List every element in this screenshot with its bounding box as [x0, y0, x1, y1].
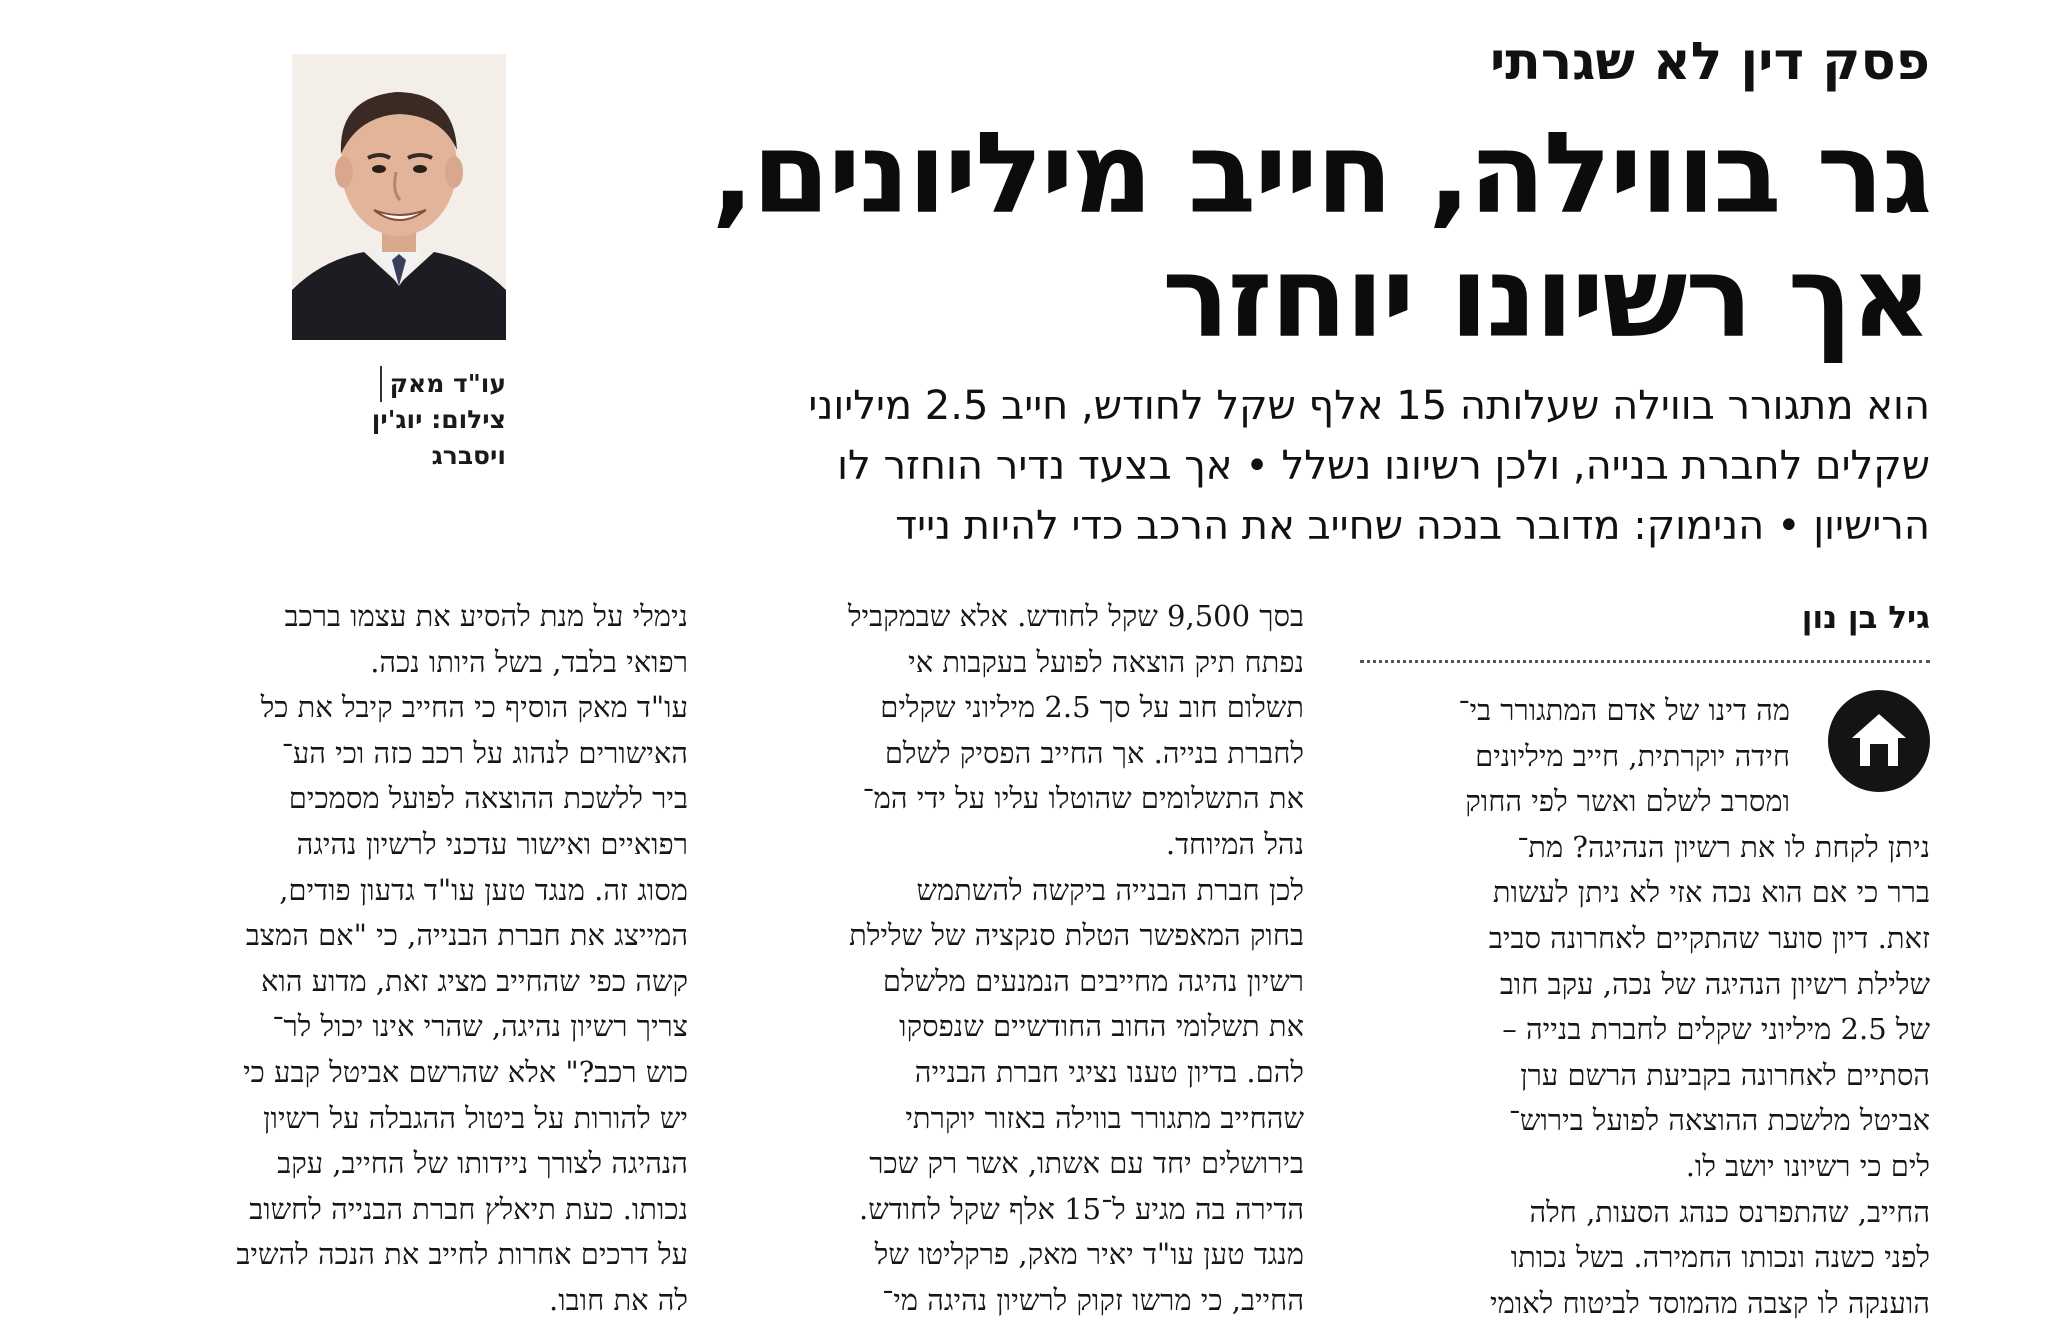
column-text-line: הוענקה לו קצבה מהמוסד לביטוח לאומי [1490, 1285, 1930, 1320]
column-text-line: כוש רכב?" אלא שהרשם אביטל קבע כי [243, 1054, 688, 1089]
column-text-line: החייב, שהתפרנס כנהג הסעות, חלה [1529, 1194, 1930, 1229]
article-column-3 [108, 594, 688, 1324]
column-text-line: של 2.5 מיליוני שקלים לחברת בנייה – [1502, 1012, 1930, 1047]
caption-name: עו"ד מאק [380, 366, 506, 402]
article-column-2 [724, 594, 1304, 1324]
column-text-line: ביר ללשכת ההוצאה לפועל מסמכים [288, 781, 688, 816]
column-text-line: רפואי בלבד, בשל היותו נכה. [370, 644, 688, 679]
column-text-line: יש להורות על ביטול ההגבלה על רשיון [263, 1100, 688, 1135]
portrait-image [292, 54, 506, 340]
subtitle-line: הוא מתגורר בווילה שעלותה 15 אלף שקל לחודש, חייב 2.5 מיליוני [808, 383, 1930, 429]
column-text-line: על דרכים אחרות לחייב את הנכה להשיב [236, 1237, 688, 1272]
column-text-line: בירושלים יחד עם אשתו, אשר רק שכר [869, 1146, 1304, 1181]
column-text-line: לחברת בנייה. אך החייב הפסיק לשלם [884, 735, 1304, 770]
column-text-line: את התשלומים שהוטלו עליו על ידי המ־ [862, 781, 1304, 816]
column-text-line: לכן חברת הבנייה ביקשה להשתמש [916, 872, 1304, 907]
caption-credit-line: צילום: יוג'ין [371, 405, 506, 434]
column-text-line: את תשלומי החוב החודשיים שנפסקו [899, 1009, 1304, 1044]
column-text-line: נכותו. כעת תיאלץ חברת הבנייה לחשוב [249, 1191, 688, 1226]
column-text-line: מסוג זה. מנגד טען עו"ד גדעון פודים, [279, 872, 688, 907]
column-text-line: בסך 9,500 שקל לחודש. אלא שבמקביל [847, 599, 1304, 633]
column-text-line: החייב, כי מרשו זקוק לרשיון נהיגה מי־ [882, 1282, 1304, 1317]
column-text-line: לים כי רשיונו יושב לו. [1685, 1148, 1930, 1183]
author-photo [292, 54, 506, 340]
column-text-line: מה דינו של אדם המתגורר בי־ [1458, 693, 1790, 727]
column-text-line: רשיון נהיגה מחייבים הנמנעים מלשלם [882, 963, 1304, 998]
column-text-line: הנהיגה לצורך ניידותו של החייב, עקב [277, 1146, 688, 1181]
column-text-line: מנגד טען עו"ד יאיר מאק, פרקליטו של [874, 1237, 1304, 1272]
column-text-line: צריך רשיון נהיגה, שהרי אינו יכול לר־ [272, 1009, 688, 1044]
column-text-line: האישורים לנהוג על רכב כזה וכי הע־ [281, 735, 688, 770]
column-text-line: הסתיים לאחרונה בקביעת הרשם ערן [1520, 1057, 1930, 1092]
column-text-line: ומסרב לשלם ואשר לפי החוק [1465, 784, 1790, 819]
subtitle-line: הרישיון • הנימוק: מדובר בנכה שחייב את הרכב כדי להיות נייד [895, 503, 1930, 549]
column-text-line: רפואיים ואישור עדכני לרשיון נהיגה [296, 826, 688, 861]
column-text-line: נפתח תיק הוצאה לפועל בעקבות אי [908, 644, 1304, 679]
article-headline [650, 109, 1930, 363]
column-text-line: חידה יוקרתית, חייב מיליונים [1475, 738, 1790, 773]
column-text-line: זאת. דיון סוער שהתקיים לאחרונה סביב [1488, 920, 1930, 955]
subtitle-line: שקלים לחברת בנייה, ולכן רשיונו נשלל • אך בצעד נדיר הוחזר לו [837, 443, 1930, 489]
article-kicker: פסק דין לא שגרתי [1490, 32, 1930, 92]
column-text-line: ניתן לקחת לו את רשיון הנהיגה? מת־ [1517, 829, 1930, 864]
column-text-line: נימלי על מנת להסיע את עצמו ברכב [284, 599, 688, 633]
byline: גיל בן נון [1360, 598, 1930, 663]
column-text-line: הדירה בה מגיע ל־15 אלף שקל לחודש. [859, 1191, 1304, 1226]
column-text-line: להם. בדיון טענו נציגי חברת הבנייה [914, 1054, 1304, 1089]
caption-credit-line: ויסברג [431, 441, 506, 470]
column-text-line: קשה כפי שהחייב מציג זאת, מדוע הוא [261, 963, 688, 998]
column-text-line: בחוק המאפשר הטלת סנקציה של שלילת [849, 918, 1304, 953]
article-column-1 [1350, 688, 1930, 1326]
column-text-line: תשלום חוב על סך 2.5 מיליוני שקלים [880, 690, 1304, 725]
column-text-line: המייצג את חברת הבנייה, כי "אם המצב [245, 918, 688, 953]
photo-caption [292, 366, 506, 474]
column-text-line: שלילת רשיון הנהיגה של נכה, עקב חוב [1499, 966, 1930, 1001]
column-text-line: ברר כי אם הוא נכה אזי לא ניתן לעשות [1492, 875, 1930, 910]
headline-line: אך רשיונו יוחזר [1162, 233, 1930, 363]
article-subtitle [810, 376, 1930, 556]
headline-line: גר בווילה, חייב מיליונים, [711, 109, 1930, 239]
column-text-line: נהל המיוחד. [1165, 826, 1304, 861]
column-text-line: אביטל מלשכת ההוצאה לפועל בירוש־ [1508, 1103, 1930, 1138]
column-text-line: לפני כשנה ונכותו החמירה. בשל נכותו [1510, 1240, 1930, 1275]
column-text-line: לה את חובו. [549, 1282, 688, 1317]
column-text-line: שהחייב מתגורר בווילה באזור יוקרתי [905, 1100, 1304, 1135]
column-text-line: עו"ד מאק הוסיף כי החייב קיבל את כל [260, 690, 688, 725]
